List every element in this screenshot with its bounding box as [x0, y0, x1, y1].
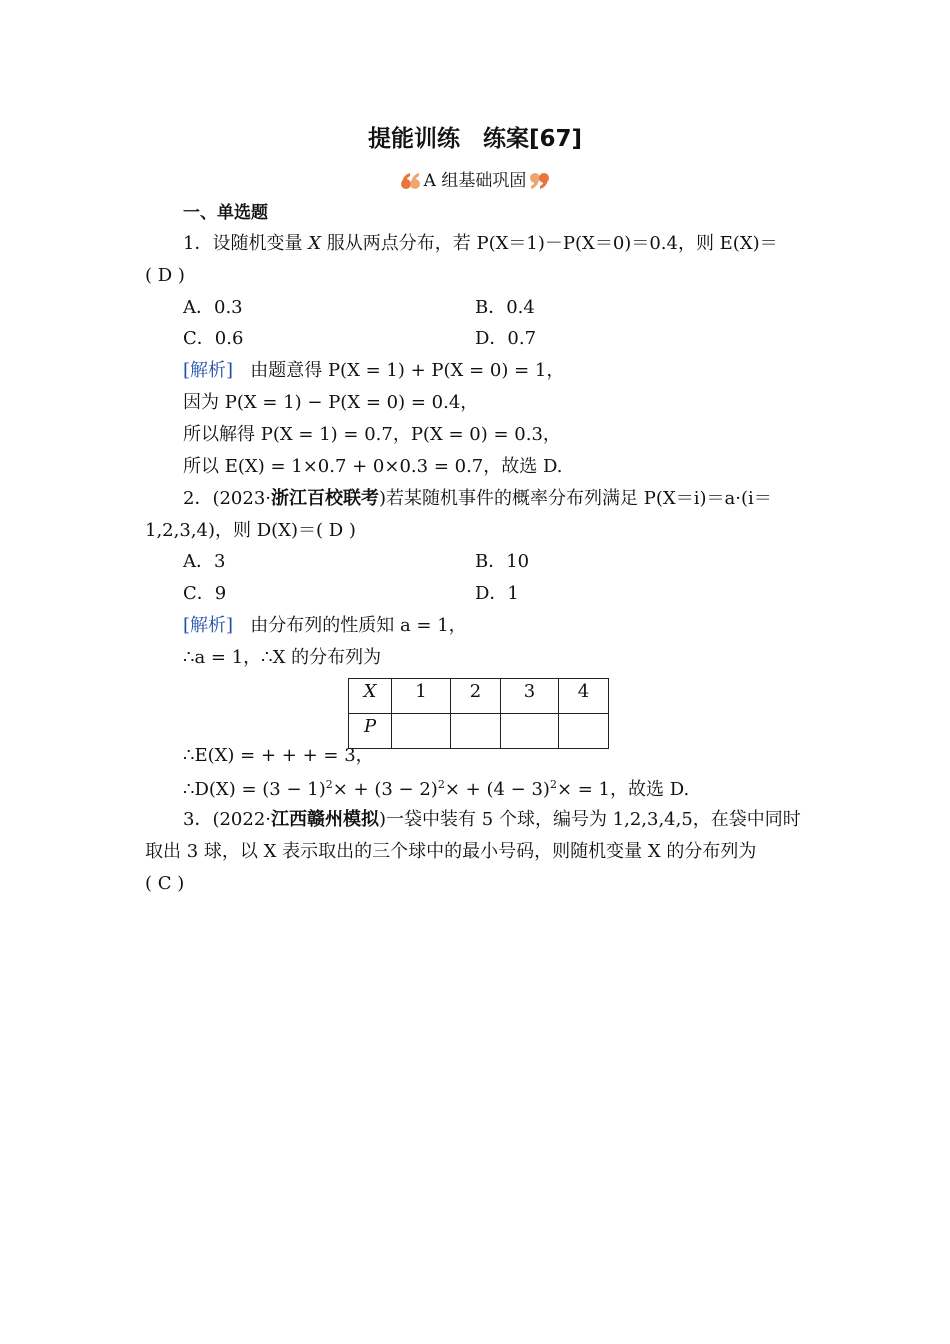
group-subtitle-text: A 组基础巩固	[423, 170, 527, 191]
q2-analysis-4c: × + (3 − 2)	[332, 779, 438, 800]
q3-text-b: 取出 3 球，以 X 表示取出的三个球中的最小号码，则随机变量 X 的分布列为	[145, 841, 757, 862]
q2-source-close: )	[379, 488, 387, 509]
table-cell	[349, 714, 392, 749]
q2-source-open: (2023·	[212, 488, 272, 509]
q1-var: X	[308, 233, 322, 254]
q3-number: 3．	[183, 809, 213, 830]
table-cell	[559, 714, 609, 749]
q2-option-d: D．1	[475, 583, 519, 604]
table-cell: 3	[501, 679, 559, 714]
table-cell	[451, 714, 501, 749]
page-title: 提能训练 练案[67]	[367, 126, 583, 152]
table-cell: 1	[392, 679, 451, 714]
q2-analysis-text-1: 由分布列的性质知 a = 1，	[250, 615, 467, 636]
q2-analysis-2: ∴a = 1，∴X 的分布列为	[183, 647, 382, 668]
open-quote-icon	[400, 170, 422, 192]
q1-number: 1．	[183, 233, 213, 254]
distribution-table	[348, 678, 609, 749]
q2-analysis-3: ∴E(X) = + + + = 3，	[183, 745, 374, 766]
q1-option-a: A．0.3	[183, 297, 243, 318]
table-header-x: X	[363, 681, 377, 702]
q1-option-d: D．0.7	[475, 328, 537, 349]
q1-text-b: 服从两点分布，若	[321, 233, 477, 254]
q2-analysis-4e: × + (4 − 3)	[444, 779, 550, 800]
q2-source: 浙江百校联考	[271, 488, 380, 509]
table-row	[349, 679, 609, 714]
q3-text-a: 一袋中装有 5 个球，编号为 1,2,3,4,5，在袋中同时	[386, 809, 801, 830]
table-cell	[392, 714, 451, 749]
q1-stem	[183, 235, 778, 253]
q2-option-a: A．3	[183, 551, 226, 572]
q2-option-c: C．9	[183, 583, 227, 604]
q2-text-a: 若某随机事件的概率分布列满足 P(X＝i)＝a·(i＝	[386, 488, 772, 509]
q1-option-b: B．0.4	[475, 297, 535, 318]
q2-text-b: 1,2,3,4)，则 D(X)＝( D )	[145, 520, 356, 541]
q2-exponent-3: 2	[549, 778, 557, 791]
table-cell: 2	[451, 679, 501, 714]
q3-stem	[183, 811, 801, 829]
q1-analysis-3: 所以解得 P(X = 1) = 0.7，P(X = 0) = 0.3，	[183, 424, 561, 445]
q3-source-open: (2022·	[212, 809, 272, 830]
table-row	[349, 714, 609, 749]
q1-answer: ( D )	[145, 265, 185, 286]
q2-stem	[183, 490, 772, 508]
q2-exponent-2: 2	[437, 778, 445, 791]
q2-exponent-1: 2	[325, 778, 333, 791]
q2-analysis-4a: ∴D(X) = (3 − 1)	[183, 779, 326, 800]
q2-analysis-4g: × = 1，故选 D.	[556, 779, 690, 800]
close-quote-icon	[528, 170, 550, 192]
table-cell: 4	[559, 679, 609, 714]
group-subtitle	[0, 170, 950, 196]
section-heading: 一、单选题	[183, 203, 268, 223]
q1-option-c: C．0.6	[183, 328, 244, 349]
q1-formula: P(X＝1)－P(X＝0)＝0.4，则 E(X)＝	[476, 233, 778, 254]
q3-source-close: )	[379, 809, 387, 830]
q2-analysis-4	[183, 779, 689, 799]
q3-answer: ( C )	[145, 873, 185, 894]
q1-analysis-text-1: 由题意得 P(X = 1) + P(X = 0) = 1，	[250, 360, 565, 381]
table-header-p: P	[363, 716, 377, 737]
table-cell	[501, 714, 559, 749]
q1-analysis-4: 所以 E(X) = 1×0.7 + 0×0.3 = 0.7，故选 D.	[183, 456, 563, 477]
table-cell	[349, 679, 392, 714]
q3-source: 江西赣州模拟	[271, 809, 380, 830]
q1-analysis-2: 因为 P(X = 1) − P(X = 0) = 0.4，	[183, 392, 479, 413]
q2-number: 2．	[183, 488, 213, 509]
q2-option-b: B．10	[475, 551, 530, 572]
q1-text-a: 设随机变量	[212, 233, 309, 254]
q1-analysis-1	[183, 362, 564, 380]
q1-analysis-label: [解析]	[183, 360, 234, 381]
q2-analysis-1	[183, 617, 467, 635]
q2-analysis-label: [解析]	[183, 615, 234, 636]
